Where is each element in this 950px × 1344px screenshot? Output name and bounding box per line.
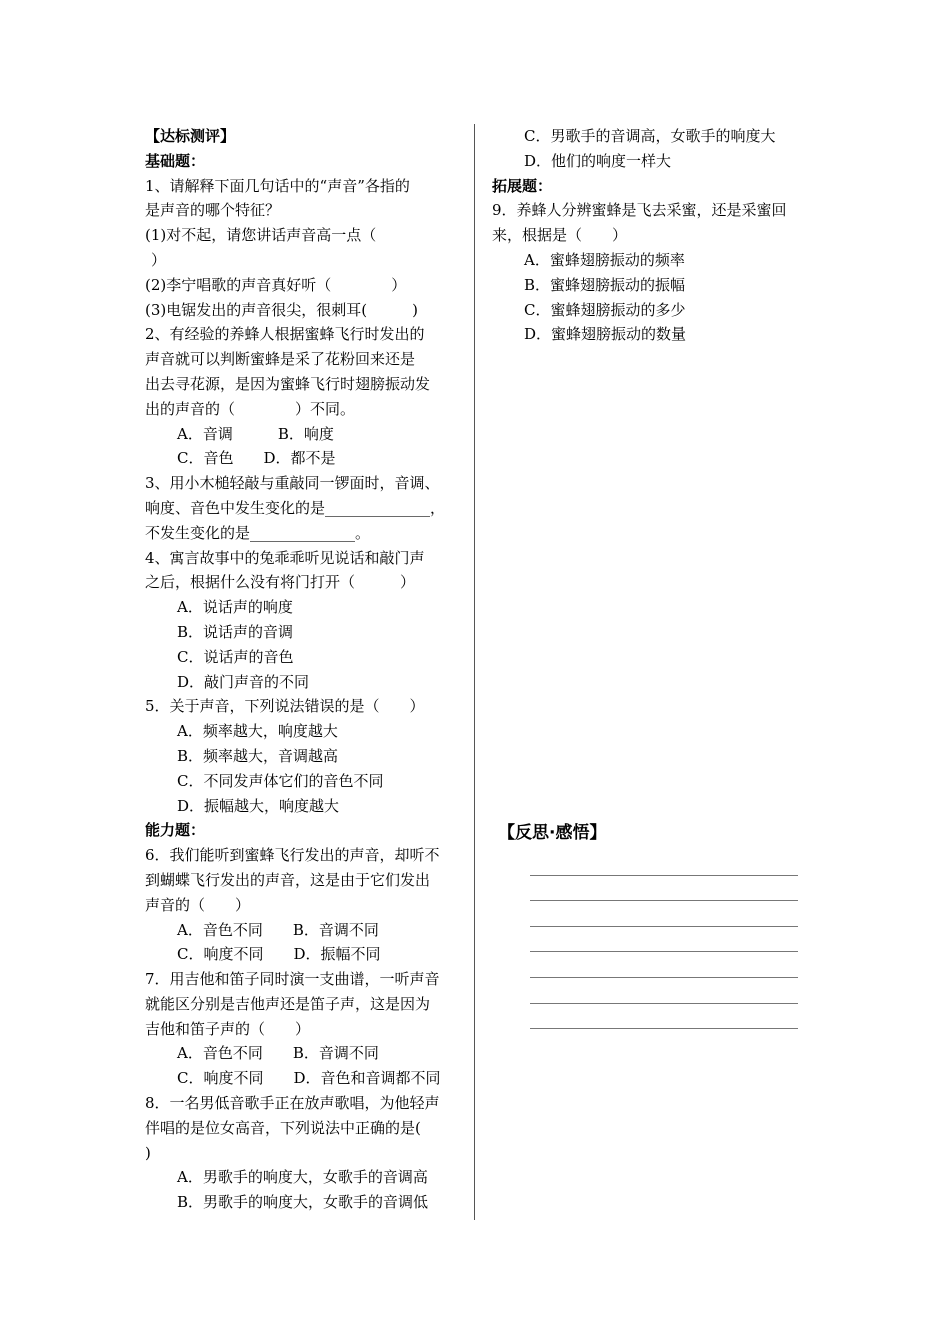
right-column [492, 124, 812, 347]
q9-text-line: 来，根据是（ ） [492, 226, 628, 245]
q4-option: A．说话声的响度 [177, 598, 293, 617]
q8-option: A．男歌手的响度大，女歌手的音调高 [177, 1168, 428, 1187]
section-title: 【达标测评】 [145, 127, 236, 145]
q6-text-line: 6．我们能听到蜜蜂飞行发出的声音，却听不 [145, 846, 440, 865]
writing-line[interactable] [530, 927, 798, 953]
q6-text-line: 到蝴蝶飞行发出的声音，这是由于它们发出 [145, 870, 431, 889]
question-2 [145, 322, 465, 471]
writing-line[interactable] [530, 850, 798, 876]
reflection-lines [530, 850, 798, 1029]
q4-text-line: 4、寓言故事中的兔乖乖听见说话和敲门声 [145, 548, 425, 567]
q9-option: A．蜜蜂翅膀振动的频率 [524, 250, 685, 269]
q4-text-line: 之后，根据什么没有将门打开（ ） [145, 573, 416, 592]
question-9 [492, 198, 812, 347]
writing-line[interactable] [530, 901, 798, 927]
q1-sub2: (2)李宁唱歌的声音真好听（ ） [145, 275, 407, 294]
q1-sub1-cont: ） [151, 250, 167, 269]
q8-text-line: ) [145, 1143, 151, 1162]
basic-title: 基础题： [145, 151, 206, 170]
reflection-title: 【反思·感悟】 [498, 823, 607, 843]
q2-text-line: 出去寻花源，是因为蜜蜂飞行时翅膀振动发 [145, 374, 431, 393]
question-6 [145, 843, 465, 967]
q5-text-line: 5．关于声音，下列说法错误的是（ ） [145, 697, 425, 716]
q3-text-line: 3、用小木槌轻敲与重敲同一锣面时，音调、 [145, 474, 440, 493]
q7-options-row: C．响度不同 D．音色和音调都不同 [177, 1069, 441, 1088]
q3-text-line: 不发生变化的是______________。 [145, 523, 371, 542]
column-divider [474, 124, 475, 1220]
q1-text-line: 1、请解释下面几句话中的“声音”各指的 [145, 176, 410, 195]
q7-text-line: 吉他和笛子声的（ ） [145, 1019, 311, 1038]
q9-text-line: 9．养蜂人分辨蜜蜂是飞去采蜜，还是采蜜回 [492, 201, 787, 220]
q5-option: D．振幅越大，响度越大 [177, 796, 340, 815]
q4-option: B．说话声的音调 [177, 622, 294, 641]
writing-line[interactable] [530, 978, 798, 1004]
question-3 [145, 471, 465, 545]
extend-title: 拓展题： [492, 176, 553, 195]
writing-line[interactable] [530, 952, 798, 978]
q6-text-line: 声音的（ ） [145, 895, 251, 914]
question-4 [145, 546, 465, 695]
q2-options-row: A．音调 B．响度 [177, 424, 334, 443]
q6-options-row: A．音色不同 B．音调不同 [177, 920, 379, 939]
q4-option: C．说话声的音色 [177, 647, 294, 666]
question-5 [145, 694, 465, 818]
q2-text-line: 出的声音的（ ）不同。 [145, 399, 356, 418]
q2-options-row: C．音色 D．都不是 [177, 449, 336, 468]
q6-options-row: C．响度不同 D．振幅不同 [177, 945, 381, 964]
q8-option: C．男歌手的音调高，女歌手的响度大 [524, 127, 776, 145]
q8-text-line: 8．一名男低音歌手正在放声歌唱，为他轻声 [145, 1094, 440, 1113]
writing-line[interactable] [530, 1004, 798, 1030]
left-column [145, 124, 465, 1215]
q8-option: B．男歌手的响度大，女歌手的音调低 [177, 1193, 429, 1212]
q3-text-line: 响度、音色中发生变化的是______________， [145, 498, 446, 517]
q7-text-line: 就能区分别是吉他声还是笛子声，这是因为 [145, 994, 431, 1013]
q4-option: D．敲门声音的不同 [177, 672, 310, 691]
question-1 [145, 174, 465, 323]
q1-sub1: (1)对不起，请您讲话声音高一点（ [145, 226, 377, 245]
q5-option: C．不同发声体它们的音色不同 [177, 771, 384, 790]
question-8 [145, 1091, 465, 1215]
writing-line[interactable] [530, 876, 798, 902]
q1-sub3: (3)电锯发出的声音很尖，很刺耳( ) [145, 300, 418, 319]
q8-option: D．他们的响度一样大 [524, 151, 672, 170]
q9-option: D．蜜蜂翅膀振动的数量 [524, 325, 687, 344]
q5-option: B．频率越大，音调越高 [177, 746, 339, 765]
q7-text-line: 7．用吉他和笛子同时演一支曲谱，一听声音 [145, 970, 440, 989]
q2-text-line: 声音就可以判断蜜蜂是采了花粉回来还是 [145, 350, 416, 369]
q9-option: B．蜜蜂翅膀振动的振幅 [524, 275, 686, 294]
question-7 [145, 967, 465, 1091]
q9-option: C．蜜蜂翅膀振动的多少 [524, 300, 686, 319]
ability-title: 能力题： [145, 821, 206, 840]
q7-options-row: A．音色不同 B．音调不同 [177, 1044, 379, 1063]
q1-text-line: 是声音的哪个特征？ [145, 201, 281, 220]
q5-option: A．频率越大，响度越大 [177, 722, 338, 741]
q8-text-line: 伴唱的是位女高音，下列说法中正确的是( [145, 1118, 421, 1137]
q2-text-line: 2、有经验的养蜂人根据蜜蜂飞行时发出的 [145, 325, 425, 344]
